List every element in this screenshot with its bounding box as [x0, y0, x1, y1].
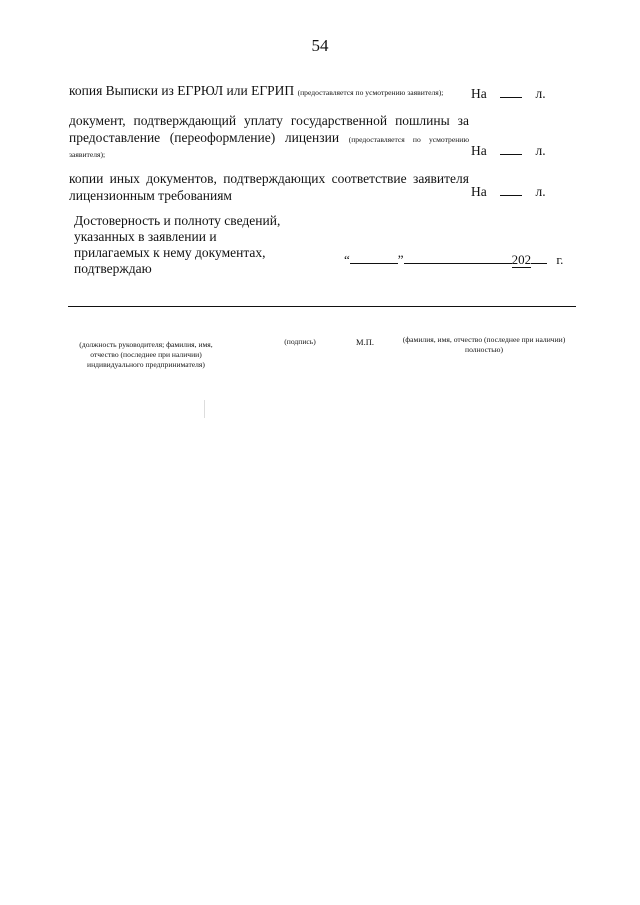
other-na-label: На	[471, 184, 487, 199]
fee-sheets	[471, 143, 546, 159]
date-year-blank[interactable]	[531, 252, 547, 264]
doc-row-fee-line2-note: (предоставляется по усмотрению	[348, 135, 469, 144]
caption-position-line2: отчество (последнее при наличии)	[90, 350, 202, 359]
other-sheets-blank[interactable]	[500, 184, 522, 196]
page-number: 54	[311, 36, 329, 55]
doc-row-fee-line1: документ, подтверждающий уплату государственной пошлины за	[69, 113, 469, 128]
caption-signature: (подпись)	[284, 337, 316, 346]
doc-row-fee-line3: заявителя);	[69, 150, 106, 159]
date-open-quote: “	[344, 252, 350, 267]
fee-l-label: л.	[535, 143, 546, 158]
other-l-label: л.	[535, 184, 546, 199]
confirm-line1: Достоверность и полноту сведений,	[74, 213, 281, 228]
date-year: 202	[511, 252, 532, 267]
confirm-line3: прилагаемых к нему документах,	[74, 245, 266, 260]
date-year-suffix: г.	[556, 252, 564, 267]
doc-row-other-line1: копии иных документов, подтверждающих соответствие заявителя	[69, 171, 469, 186]
signature-line[interactable]	[68, 306, 576, 307]
confirm-line4: подтверждаю	[74, 261, 152, 276]
doc-row-fee-line2-text: предоставление (переоформление) лицензии	[69, 130, 340, 145]
doc-row-other-line2: лицензионным требованиям	[69, 188, 232, 203]
doc-row-egrul-note: (предоставляется по усмотрению заявителя);	[297, 88, 444, 97]
doc-row-egrul-text: копия Выписки из ЕГРЮЛ или ЕГРИП	[69, 83, 295, 98]
doc-row-fee-line2	[69, 129, 469, 146]
fee-na-label: На	[471, 143, 487, 158]
date-close-quote: ”	[397, 252, 404, 267]
egrul-sheets-blank[interactable]	[500, 86, 522, 98]
caption-fullname	[388, 335, 580, 355]
caption-position-line3: индивидуального предпринимателя)	[87, 360, 205, 369]
date-month-blank[interactable]	[404, 252, 512, 264]
other-sheets	[471, 184, 546, 200]
caption-position-line1: (должность руководителя; фамилия, имя,	[79, 340, 213, 349]
date-field	[344, 252, 563, 268]
caption-fullname-line1: (фамилия, имя, отчество (последнее при наличии)	[402, 335, 566, 344]
egrul-sheets	[471, 86, 546, 102]
doc-row-egrul	[69, 82, 469, 99]
fee-sheets-blank[interactable]	[500, 143, 522, 155]
egrul-na-label: На	[471, 86, 487, 101]
date-day-blank[interactable]	[350, 252, 398, 264]
scan-mark	[204, 400, 205, 418]
caption-position	[66, 340, 226, 370]
egrul-l-label: л.	[535, 86, 546, 101]
confirm-line2: указанных в заявлении и	[74, 229, 217, 244]
caption-fullname-line2: полностью)	[465, 345, 503, 354]
caption-stamp: М.П.	[356, 337, 374, 347]
